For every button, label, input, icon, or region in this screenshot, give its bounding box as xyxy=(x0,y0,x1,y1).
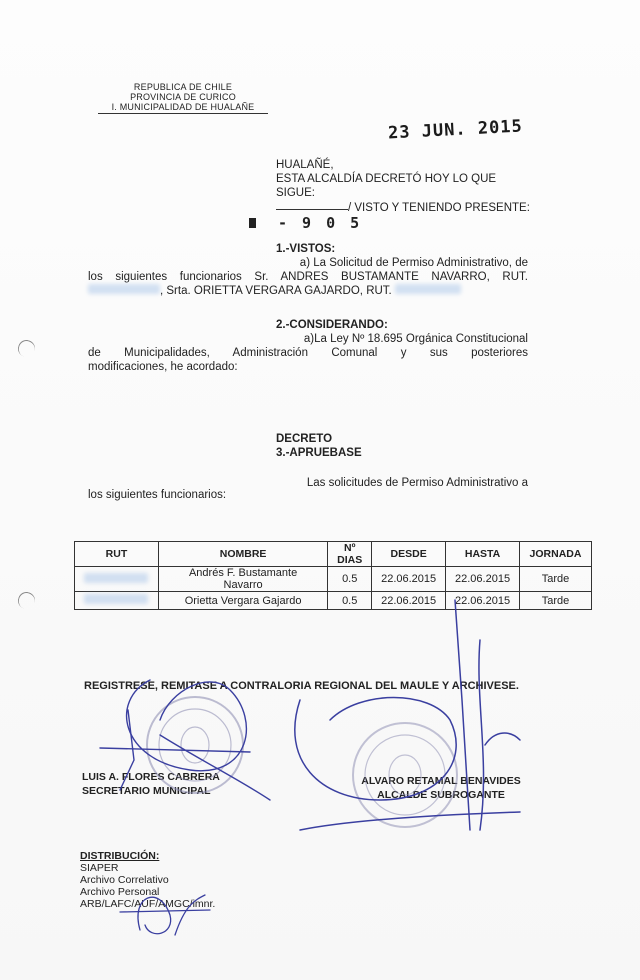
cell-jornada: Tarde xyxy=(520,567,592,592)
vistos-line1: a) La Solicitud de Permiso Administrativo, de xyxy=(299,257,528,269)
cell-rut xyxy=(75,592,159,610)
col-dias-line1: Nº xyxy=(344,542,356,554)
redacted-rut xyxy=(84,573,148,583)
redacted-rut xyxy=(84,594,148,604)
decree-number-line xyxy=(276,209,348,210)
permission-table xyxy=(74,541,592,610)
apruebase-line2: los siguientes funcionarios: xyxy=(88,489,227,501)
distribution-item: ARB/LAFC/AUF/AMGC/imnr. xyxy=(80,898,216,910)
signature-left-title: SECRETARIO MUNICIPAL xyxy=(82,785,211,797)
closing-statement: REGISTRESE, REMITASE A CONTRALORIA REGIONAL DEL MAULE Y ARCHIVESE. xyxy=(84,680,519,692)
table-header-row xyxy=(75,542,592,567)
decree-number: - 9 0 5 xyxy=(278,214,363,232)
col-dias-line2: DIAS xyxy=(337,554,363,566)
header-municipality: I. MUNICIPALIDAD DE HUALAÑE xyxy=(98,102,268,114)
apruebase-heading: 3.-APRUEBASE xyxy=(276,447,362,459)
considerando-line2: de Municipalidades, Administración Comunal y sus posteriores xyxy=(88,347,528,359)
signature-right-title: ALCALDE SUBROGANTE xyxy=(377,789,505,801)
col-desde: DESDE xyxy=(372,542,446,567)
distribution-heading: DISTRIBUCIÓN: xyxy=(80,850,160,862)
cell-desde: 22.06.2015 xyxy=(372,592,446,610)
vistos-line3-text: , Srta. ORIETTA VERGARA GAJARDO, RUT. xyxy=(160,285,392,297)
cell-nombre xyxy=(158,567,327,592)
punch-hole xyxy=(16,338,38,360)
distribution-item: Archivo Personal xyxy=(80,886,160,898)
visto-label: / VISTO Y TENIENDO PRESENTE: xyxy=(348,202,530,214)
cell-hasta: 22.06.2015 xyxy=(446,567,520,592)
vistos-line2: los siguientes funcionarios Sr. ANDRES BUSTAMANTE NAVARRO, RUT. xyxy=(88,271,528,283)
cell-jornada: Tarde xyxy=(520,592,592,610)
cell-nombre-line1: Andrés F. Bustamante xyxy=(188,567,298,579)
redacted-rut xyxy=(395,284,461,294)
cell-nombre-line2: Navarro xyxy=(223,579,263,591)
signature-left-name: LUIS A. FLORES CABRERA xyxy=(82,771,220,783)
punch-hole xyxy=(16,590,38,612)
cell-nombre: Orietta Vergara Gajardo xyxy=(158,592,327,610)
intro-block xyxy=(276,158,536,200)
decree-mark xyxy=(249,218,256,228)
col-nombre: NOMBRE xyxy=(158,542,327,567)
cell-dias: 0.5 xyxy=(328,592,372,610)
col-rut: RUT xyxy=(75,542,159,567)
vistos-heading: 1.-VISTOS: xyxy=(276,243,336,255)
intro-place: HUALAÑÉ, xyxy=(276,159,334,171)
col-jornada: JORNADA xyxy=(520,542,592,567)
distribution-item: Archivo Correlativo xyxy=(80,874,169,886)
decreto-heading: DECRETO xyxy=(276,433,333,445)
signature-right-name: ALVARO RETAMAL BENAVIDES xyxy=(361,775,521,787)
date-stamp: 23 JUN. 2015 xyxy=(387,116,524,144)
header-block xyxy=(98,82,268,114)
cell-hasta: 22.06.2015 xyxy=(446,592,520,610)
table-row xyxy=(75,592,592,610)
col-dias xyxy=(328,542,372,567)
cell-desde: 22.06.2015 xyxy=(372,567,446,592)
apruebase-line1: Las solicitudes de Permiso Administrativo a xyxy=(306,477,528,489)
col-hasta: HASTA xyxy=(446,542,520,567)
intro-decree-line2: SIGUE: xyxy=(276,187,315,199)
vistos-line3 xyxy=(88,284,528,298)
cell-rut xyxy=(75,567,159,592)
intro-decree-line1: ESTA ALCALDÍA DECRETÓ HOY LO QUE xyxy=(276,173,497,185)
table-row xyxy=(75,567,592,592)
redacted-rut xyxy=(88,284,160,294)
signature-left xyxy=(82,770,220,798)
considerando-line3: modificaciones, he acordado: xyxy=(88,361,238,373)
header-province: PROVINCIA DE CURICO xyxy=(130,92,236,102)
distribution-item: SIAPER xyxy=(80,862,119,874)
signature-right xyxy=(346,774,536,802)
header-republic: REPUBLICA DE CHILE xyxy=(133,82,233,92)
distribution-block xyxy=(80,850,215,910)
cell-dias: 0.5 xyxy=(328,567,372,592)
considerando-line1: a)La Ley Nº 18.695 Orgánica Constitucional xyxy=(303,333,528,345)
considerando-heading: 2.-CONSIDERANDO: xyxy=(276,319,388,331)
